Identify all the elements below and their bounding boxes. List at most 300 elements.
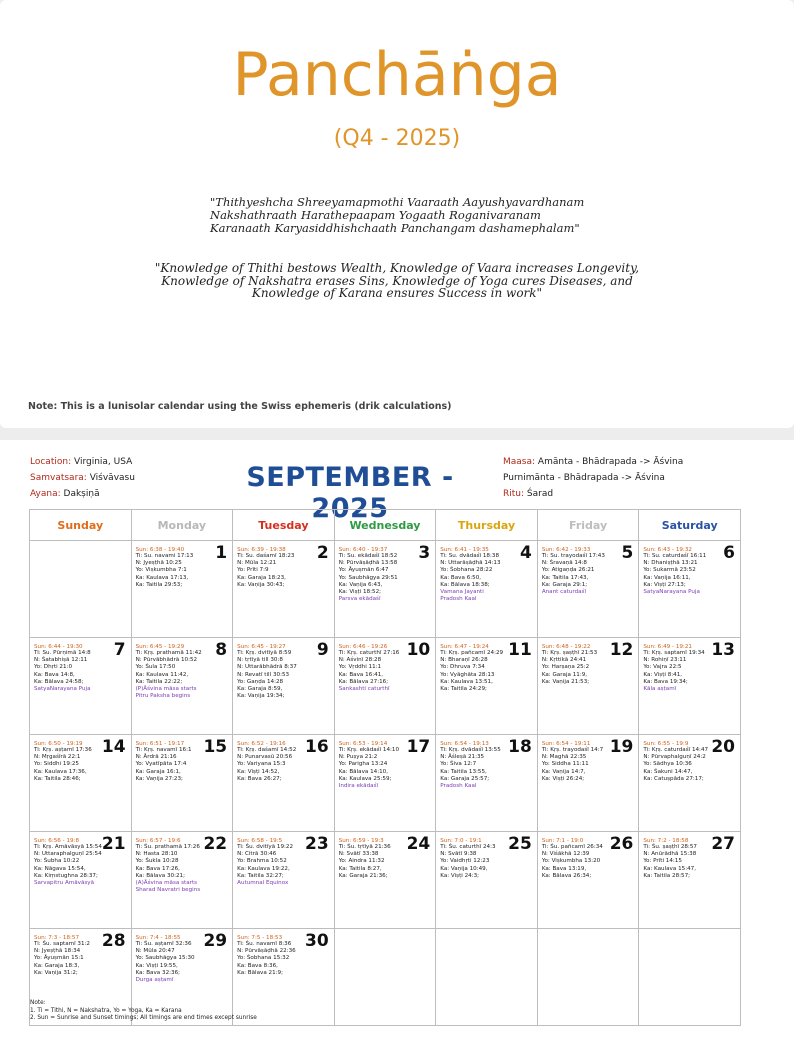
panchang-line: Ka: Viṣṭi 27:13; xyxy=(643,581,686,588)
day-cell xyxy=(233,638,335,735)
panchang-line: N: Punarvasū 20:56 xyxy=(237,754,293,761)
festival-event: Pitru Paksha begins xyxy=(135,693,191,700)
panchang-line: Ka: Viṣṭi 26:24; xyxy=(541,775,585,782)
panchang-line: Yo: Sukarmā 23:52 xyxy=(643,567,696,574)
weekday-friday: Friday xyxy=(537,510,639,541)
panchang-line: Ti: Su. trayodaśī 17:43 xyxy=(541,553,605,559)
panchang-line: Yo: Saubhāgya 15:30 xyxy=(135,955,195,962)
empty-day-cell xyxy=(537,929,639,1026)
panchang-line: Ka: Śakuni 14:47, xyxy=(643,768,693,775)
panchang-line: Ti: Kṛṣ. saptamī 19:34 xyxy=(643,650,705,656)
panchang-line: Ti: Kṛṣ. navamī 16:1 xyxy=(135,747,192,753)
day-number: 18 xyxy=(508,737,532,757)
day-cell xyxy=(639,541,741,638)
sun-times: Sun: 7:3 - 18:57 xyxy=(34,935,80,941)
panchang-line: Yo: Harṣaṇa 25:2 xyxy=(541,664,590,671)
samvatsara-value: Viśvāvasu xyxy=(89,473,135,483)
panchang-line: Ti: Śu. ṣaṣṭhī 28:57 xyxy=(643,844,697,850)
empty-day-cell xyxy=(436,929,538,1026)
panchang-line: N: Dhaniṣṭhā 13:21 xyxy=(643,560,698,567)
sun-times: Sun: 6:58 - 19:5 xyxy=(237,838,283,844)
panchang-line: Ka: Bālava 26:34; xyxy=(541,872,592,879)
sun-times: Sun: 7:5 - 18:53 xyxy=(237,935,283,941)
weekday-thursday: Thursday xyxy=(436,510,538,541)
calendar-page xyxy=(0,440,794,1054)
sanskrit-line: Karanaath Karyasiddhishchaath Panchangam dashamephalam" xyxy=(210,221,580,235)
sun-times: Sun: 6:45 - 19:27 xyxy=(237,644,286,650)
day-number: 2 xyxy=(316,543,329,563)
panchang-line: Ti: Su. Pūrṇimā 14:8 xyxy=(34,650,91,656)
panchang-line: N: Anūrādhā 15:38 xyxy=(643,851,697,858)
weekday-tuesday: Tuesday xyxy=(233,510,335,541)
panchang-line: N: Pūrvaphalguṇī 24:2 xyxy=(643,754,706,761)
location-row xyxy=(30,454,135,470)
panchang-line: N: Revatī till 30:53 xyxy=(237,671,290,678)
sun-times: Sun: 6:55 - 19:9 xyxy=(643,741,689,747)
panchang-line: Yo: Vyāghāta 28:13 xyxy=(440,671,495,678)
day-number: 30 xyxy=(305,931,329,951)
panchang-line: Yo: Vajra 22:5 xyxy=(643,664,682,671)
purnimanta-row: Purnimānta - Bhādrapada -> Āśvina xyxy=(503,473,665,483)
panchang-line: Ka: Garaja 11:9, xyxy=(541,671,588,678)
day-cell xyxy=(233,832,335,929)
location-label: Location: xyxy=(30,457,72,467)
panchang-line: Yo: Gaṇḍa 14:28 xyxy=(237,678,284,685)
festival-event: Kāla aṣṭamī xyxy=(643,686,677,693)
panchang-line: Ka: Vaṇija 30:43; xyxy=(237,581,285,588)
panchang-line: Yo: Aindra 11:32 xyxy=(338,858,385,865)
sun-times: Sun: 6:53 - 19:14 xyxy=(338,741,388,747)
sun-times: Sun: 6:39 - 19:38 xyxy=(237,547,286,553)
sun-times: Sun: 6:51 - 19:17 xyxy=(135,741,185,747)
day-number: 6 xyxy=(723,543,735,563)
panchang-line: N: Śatabhiṣā 12:11 xyxy=(34,657,88,664)
panchang-line: N: Aśvinī 28:28 xyxy=(338,657,382,664)
panchang-line: N: Pūrvāṣāḍhā 22:36 xyxy=(237,948,296,955)
panchang-line: Ka: Taitila 29:53; xyxy=(135,581,183,588)
day-number: 28 xyxy=(101,931,126,951)
festival-event: Sankashti caturthī xyxy=(338,686,390,693)
samvatsara-row xyxy=(30,470,135,486)
day-number: 26 xyxy=(609,834,634,854)
day-cell xyxy=(131,638,233,735)
panchang-line: Ka: Taitila 32:27; xyxy=(237,872,284,879)
day-number: 4 xyxy=(519,543,532,563)
panchang-line: Ka: Bālava 21:9; xyxy=(237,969,283,976)
panchang-line: Ka: Kaulava 11:42, xyxy=(135,671,189,678)
sun-times: Sun: 6:44 - 19:30 xyxy=(34,644,83,650)
panchang-line: Ka: Garaja 18:23, xyxy=(237,574,286,581)
panchang-line: Yo: Prīti 7:9 xyxy=(237,567,269,574)
day-cell xyxy=(436,735,538,832)
cover-subtitle: (Q4 - 2025) xyxy=(333,126,461,151)
sun-times: Sun: 6:47 - 19:24 xyxy=(440,644,489,650)
sanskrit-line: "Thithyeshcha Shreeyamapmothi Vaaraath Aayushyavardhanam xyxy=(210,195,585,209)
calendar-notes xyxy=(30,1000,257,1023)
panchang-line: Yo: Saubhāgya 29:51 xyxy=(338,574,398,581)
weekday-wednesday: Wednesday xyxy=(334,510,436,541)
festival-event: Indira ekādaśī xyxy=(338,783,379,790)
sun-times: Sun: 7:1 - 19:0 xyxy=(541,838,584,844)
calendar-week-row xyxy=(30,735,741,832)
ayana-value: Dakṣiṇā xyxy=(63,489,100,499)
panchang-line: Ka: Kaulava 17:13, xyxy=(135,574,189,581)
festival-event: Pradosh Kaal xyxy=(440,596,477,603)
panchang-line: Ka: Nāgava 15:54, xyxy=(34,865,86,872)
panchang-line: N: Pūrvāṣāḍhā 13:58 xyxy=(338,560,398,567)
samvatsara-label: Samvatsara: xyxy=(30,473,87,483)
panchang-line: Ka: Catuṣpāda 27:17; xyxy=(643,775,704,782)
panchang-line: N: Viśākhā 12:39 xyxy=(541,851,590,858)
cover-note: Note: This is a lunisolar calendar using the Swiss ephemeris (drik calculations) xyxy=(28,401,452,412)
panchang-line: Ti: Kṛṣ. dvitīyā 8:59 xyxy=(237,650,292,656)
panchang-line: N: tṛtīyā till 30:8 xyxy=(237,657,283,664)
panchang-line: Ka: Taitila 28:57; xyxy=(643,872,691,879)
panchang-line: Ka: Taitila 22:22; xyxy=(135,678,183,685)
day-number: 12 xyxy=(609,640,634,660)
panchang-line: N: Hasta 28:10 xyxy=(135,851,178,858)
panchang-line: Ka: Bava 32:36; xyxy=(135,969,181,976)
day-cell xyxy=(436,638,538,735)
sanskrit-verse xyxy=(210,196,590,235)
sun-times: Sun: 6:40 - 19:37 xyxy=(338,547,388,553)
panchang-line: Ti: Kṛṣ. prathamā 11:42 xyxy=(135,650,202,656)
sun-times: Sun: 6:49 - 19:21 xyxy=(643,644,692,650)
festival-event: Sharad Navratri begins xyxy=(135,887,201,894)
panchang-line: N: Mūla 20:47 xyxy=(135,948,175,955)
panchang-line: Ka: Viṣṭi 14:52, xyxy=(237,768,280,775)
panchang-line: Ti: Kṛṣ. pañcamī 24:29 xyxy=(440,650,504,656)
panchang-line: N: Bharaṇī 26:28 xyxy=(440,657,488,664)
day-cell xyxy=(334,735,436,832)
day-cell xyxy=(233,735,335,832)
sun-times: Sun: 6:43 - 19:32 xyxy=(643,547,692,553)
panchang-line: Ka: Taitila 8:27, xyxy=(338,865,382,872)
panchang-line: Ka: Kaulava 19:22, xyxy=(237,865,290,872)
sun-times: Sun: 6:56 - 19:8 xyxy=(34,838,80,844)
panchang-line: Yo: Brahma 10:52 xyxy=(237,858,287,865)
month-title: SEPTEMBER - 2025 xyxy=(246,462,454,524)
panchang-line: Ti: Kṛṣ. Amāvāsyā 15:54 xyxy=(34,844,102,850)
panchang-line: Yo: Viṣkumbha 13:20 xyxy=(541,858,601,865)
panchang-line: Ka: Bava 8:36, xyxy=(237,962,278,969)
sun-times: Sun: 7:0 - 19:1 xyxy=(440,838,482,844)
sun-times: Sun: 7:2 - 18:58 xyxy=(643,838,689,844)
panchang-line: Ka: Taitila 28:46; xyxy=(34,775,81,782)
festival-event: Sarvapitru Amāvāsyā xyxy=(34,880,95,887)
panchang-line: Yo: Parigha 13:24 xyxy=(338,761,388,768)
panchang-line: N: Āśleṣā 21:35 xyxy=(440,754,485,761)
panchang-line: Yo: Āyuṣmān 15:1 xyxy=(34,955,84,962)
day-number: 9 xyxy=(316,640,329,660)
panchang-line: Yo: Siddha 11:11 xyxy=(541,761,589,768)
panchang-line: Ka: Vaṇija 6:43, xyxy=(338,581,383,588)
panchang-line: Ka: Vaṇija 19:34; xyxy=(237,693,285,700)
panchang-line: Ka: Vaṇija 21:53; xyxy=(541,678,590,685)
day-cell xyxy=(537,735,639,832)
panchang-line: Ti: Kṛṣ. ekādaśī 14:10 xyxy=(338,747,400,753)
calendar-week-row xyxy=(30,638,741,735)
panchang-line: Ka: Bālava 14:10, xyxy=(338,768,389,775)
panchang-line: Ti: Kṛṣ. caturthī 27:16 xyxy=(338,650,400,656)
day-number: 11 xyxy=(508,640,532,660)
panchang-line: Ka: Garaja 21:36; xyxy=(338,872,388,879)
ritu-label: Ritu: xyxy=(503,489,525,499)
panchang-line: Ka: Taitila 13:55, xyxy=(440,768,487,775)
panchang-line: Yo: Dhruva 7:34 xyxy=(440,664,485,671)
panchang-line: Ka: Bava 13:19, xyxy=(541,865,587,872)
panchang-line: Ti: Śu. aṣṭamī 32:36 xyxy=(135,941,192,947)
day-number: 23 xyxy=(305,834,329,854)
festival-event: Parsva ekādaśī xyxy=(338,596,381,603)
panchang-line: Ka: Bava 26:27; xyxy=(237,775,282,782)
panchang-line: N: Jyeṣṭhā 18:34 xyxy=(34,948,81,955)
day-cell xyxy=(30,832,132,929)
festival-event: Autumnal Equinox xyxy=(237,880,289,887)
panchang-line: Ka: Garaja 25:57; xyxy=(440,775,490,782)
day-cell xyxy=(334,832,436,929)
sun-times: Sun: 6:50 - 19:19 xyxy=(34,741,83,747)
festival-event: SatyaNarayana Puja xyxy=(34,686,91,693)
day-number: 20 xyxy=(711,737,735,757)
panchang-line: Yo: Śula 17:50 xyxy=(135,664,176,671)
day-cell xyxy=(131,541,233,638)
day-number: 17 xyxy=(406,737,431,757)
panchang-line: Ka: Garaja 18:3, xyxy=(34,962,80,969)
empty-day-cell xyxy=(334,929,436,1026)
panchang-line: Ka: Bālava 24:58; xyxy=(34,678,84,685)
day-number: 1 xyxy=(215,543,228,563)
panchang-line: Ka: Viṣṭi 18:52; xyxy=(338,589,382,596)
day-cell xyxy=(30,735,132,832)
panchang-line: N: Uttarāṣāḍhā 14:13 xyxy=(440,560,501,567)
panchang-line: Ka: Vaṇija 10:49, xyxy=(440,865,488,872)
sanskrit-line: Nakshathraath Harathepaapam Yogaath Roganivaranam xyxy=(210,208,541,222)
panchang-line: Ka: Viṣṭi 19:55, xyxy=(135,962,178,969)
panchang-line: Ka: Viṣṭi 8:41, xyxy=(643,671,683,678)
panchang-line: Yo: Siddhi 19:25 xyxy=(34,761,79,768)
panchang-line: Ka: Garaja 29:1; xyxy=(541,581,588,588)
weekday-saturday: Saturday xyxy=(639,510,741,541)
day-cell xyxy=(131,735,233,832)
festival-event: Vamana Jayanti xyxy=(440,589,484,596)
day-number: 10 xyxy=(406,640,431,660)
panchang-line: Yo: Śobhana 15:32 xyxy=(237,955,290,962)
ayana-label: Ayana: xyxy=(30,489,61,499)
panchang-line: Ka: Bālava 30:21; xyxy=(135,872,185,879)
festival-event: (A)Āśvina māsa starts xyxy=(135,880,198,887)
day-number: 14 xyxy=(101,737,126,757)
festival-event: Pradosh Kaal xyxy=(440,783,477,790)
day-number: 27 xyxy=(711,834,735,854)
english-line: Knowledge of Karana ensures Success in work" xyxy=(251,286,543,300)
panchang-line: Ka: Kaulava 17:36, xyxy=(34,768,87,775)
panchang-line: N: Śravaṇā 14:8 xyxy=(541,560,587,567)
sun-times: Sun: 6:41 - 19:35 xyxy=(440,547,489,553)
weekday-sunday: Sunday xyxy=(30,510,132,541)
panchang-line: N: Uttaraphalguṇī 25:54 xyxy=(34,851,102,858)
panchang-line: Ti: Kṛṣ. dvādaśī 13:55 xyxy=(440,747,501,753)
panchang-line: Yo: Atigaṇḍa 26:21 xyxy=(541,567,595,574)
weekday-header-row xyxy=(30,510,741,541)
day-number: 7 xyxy=(113,640,126,660)
panchang-line: Ti: Kṛṣ. aṣṭamī 17:36 xyxy=(34,747,92,753)
panchang-line: N: Mūla 12:21 xyxy=(237,560,277,567)
panchang-line: Ti: Su. daśamī 18:23 xyxy=(237,553,295,559)
note-line: 2. Sun = Sunrise and Sunset timings; All timings are end times except sunrise xyxy=(30,1015,257,1021)
panchang-line: N: Svātī 33:38 xyxy=(338,851,379,858)
panchang-line: N: Citrā 30:46 xyxy=(237,851,277,858)
day-cell xyxy=(233,541,335,638)
panchang-line: Ti: Su. caturdaśī 16:11 xyxy=(643,553,707,559)
day-cell xyxy=(639,832,741,929)
day-cell xyxy=(436,832,538,929)
panchang-line: Ti: Śu. caturthī 24:3 xyxy=(440,844,496,850)
day-cell xyxy=(30,638,132,735)
panchang-line: Ka: Vaṇija 27:23; xyxy=(135,775,183,782)
day-number: 25 xyxy=(508,834,532,854)
sun-times: Sun: 6:54 - 19:13 xyxy=(440,741,489,747)
panchang-line: Ka: Bava 14:8, xyxy=(34,671,75,678)
sun-times: Sun: 6:46 - 19:26 xyxy=(338,644,388,650)
day-number: 13 xyxy=(711,640,735,660)
ritu-row xyxy=(503,486,683,502)
panchang-line: Yo: Śubha 10:22 xyxy=(34,858,80,865)
panchang-line: Yo: Āyuṣmān 6:47 xyxy=(338,567,389,574)
panchang-line: Yo: Śukla 10:28 xyxy=(135,858,179,865)
day-number: 15 xyxy=(203,737,228,757)
panchang-line: Ti: Su. dvādaśī 18:38 xyxy=(440,553,499,559)
day-cell xyxy=(334,638,436,735)
panchang-line: Ti: Śu. pañcamī 26:34 xyxy=(541,844,603,850)
calendar-body xyxy=(30,541,741,1026)
panchang-line: Ka: Taitila 24:29; xyxy=(440,686,487,693)
day-number: 8 xyxy=(215,640,228,660)
location-value: Virginia, USA xyxy=(73,457,133,467)
day-number: 3 xyxy=(418,543,431,563)
panchang-line: Ka: Garaja 8:59, xyxy=(237,686,283,693)
panchang-line: Ti: Śu. tṛtīyā 21:36 xyxy=(338,844,391,850)
maasa-row xyxy=(503,454,683,470)
panchang-line: N: Kṛttikā 24:41 xyxy=(541,657,587,664)
panchang-line: N: Rohiṇī 23:11 xyxy=(643,657,687,664)
sun-times: Sun: 6:59 - 19:3 xyxy=(338,838,384,844)
day-number: 22 xyxy=(203,834,228,854)
sun-times: Sun: 6:42 - 19:33 xyxy=(541,547,591,553)
panchang-line: N: Ārdrā 21:16 xyxy=(135,754,177,761)
panchang-line: Ka: Vaṇija 31:2; xyxy=(34,969,78,976)
calendar-grid xyxy=(29,509,741,1026)
panchang-line: Ka: Bava 17:26, xyxy=(135,865,180,872)
notes-heading: Note: xyxy=(30,1000,46,1006)
panchang-line: Ka: Kaulava 15:47, xyxy=(643,865,696,872)
english-line: "Knowledge of Thithi bestows Wealth, Knowledge of Vaara increases Longevity, xyxy=(154,261,640,275)
calendar-meta-right xyxy=(503,454,683,502)
panchang-line: Yo: Śiva 12:7 xyxy=(440,761,477,768)
panchang-line: Yo: Variyana 15:3 xyxy=(237,761,286,768)
sun-times: Sun: 6:57 - 19:6 xyxy=(135,838,181,844)
panchang-line: Ka: Vaṇija 14:7, xyxy=(541,768,586,775)
panchang-line: Ti: Śu. navamī 8:36 xyxy=(237,941,292,947)
english-translation xyxy=(150,262,644,300)
panchang-line: Yo: Śobhana 28:22 xyxy=(440,567,493,574)
sun-times: Sun: 6:52 - 19:16 xyxy=(237,741,286,747)
sun-times: Sun: 6:38 - 19:40 xyxy=(135,547,185,553)
panchang-line: Ka: Bālava 18:38; xyxy=(440,581,490,588)
day-cell xyxy=(639,735,741,832)
panchang-line: Ti: Kṛṣ. daśamī 14:52 xyxy=(237,747,297,753)
calendar-meta-left xyxy=(30,454,135,502)
day-cell xyxy=(131,832,233,929)
sun-times: Sun: 6:48 - 19:22 xyxy=(541,644,591,650)
panchang-line: Ka: Bava 16:41, xyxy=(338,671,384,678)
festival-event: SatyaNarayana Puja xyxy=(643,589,700,596)
note-line: 1. Ti = Tithi, N = Nakshatra, Yo = Yoga, Ka = Karana xyxy=(30,1007,182,1014)
day-cell xyxy=(537,541,639,638)
empty-day-cell xyxy=(30,541,132,638)
panchang-line: Ka: Bava 19:34; xyxy=(643,678,688,685)
panchang-line: Ti: Śu. dvitīyā 19:22 xyxy=(237,844,294,850)
calendar-week-row xyxy=(30,832,741,929)
panchang-line: N: Maghā 22:35 xyxy=(541,754,587,761)
panchang-line: Ka: Kaulava 25:59; xyxy=(338,775,392,782)
day-number: 19 xyxy=(609,737,634,757)
sun-times: Sun: 6:54 - 19:11 xyxy=(541,741,591,747)
panchang-line: N: Pūrvābhādrā 10:52 xyxy=(135,657,198,664)
panchang-line: Ka: Kaulava 13:51, xyxy=(440,678,493,685)
ritu-value: Śarad xyxy=(526,489,554,499)
panchang-line: N: Mṛgaśīrā 22:1 xyxy=(34,754,81,761)
cover-title: Panchāṅga xyxy=(232,40,562,110)
panchang-line: Yo: Vyatīpāta 17:4 xyxy=(135,761,187,768)
panchang-line: N: Uttarābhādrā 8:37 xyxy=(237,664,297,671)
day-cell xyxy=(334,541,436,638)
cover-page xyxy=(0,0,794,428)
panchang-line: Yo: Vaidhṛti 12:23 xyxy=(440,858,490,865)
festival-event: Durga aṣṭamī xyxy=(135,977,174,984)
panchang-line: Ka: Kiṃstughna 28:37; xyxy=(34,872,98,879)
day-cell xyxy=(436,541,538,638)
sun-times: Sun: 7:4 - 18:55 xyxy=(135,935,181,941)
day-cell xyxy=(537,638,639,735)
panchang-line: Yo: Prīti 14:15 xyxy=(643,858,682,865)
maasa-value: Amānta - Bhādrapada -> Āśvina xyxy=(537,457,684,467)
panchang-line: Ti: Su. ekādaśī 18:52 xyxy=(338,553,398,559)
day-number: 16 xyxy=(305,737,329,757)
festival-event: Anant caturdaśī xyxy=(541,589,587,596)
panchang-line: Ka: Bava 6:50, xyxy=(440,574,482,581)
day-number: 5 xyxy=(621,543,634,563)
panchang-line: Ti: Su. navami 17:13 xyxy=(135,553,194,559)
calendar-week-row xyxy=(30,541,741,638)
weekday-monday: Monday xyxy=(131,510,233,541)
english-line: Knowledge of Nakshatra erases Sins, Knowledge of Yoga cures Diseases, and xyxy=(161,273,633,288)
panchang-line: Ka: Viṣṭi 24:3; xyxy=(440,872,480,879)
panchang-line: Ka: Taitila 17:43, xyxy=(541,574,589,581)
panchang-line: Ti: Śu. prathamā 17:26 xyxy=(135,844,200,850)
panchang-line: Yo: Sādhya 10:36 xyxy=(643,761,692,768)
day-number: 29 xyxy=(203,931,228,951)
panchang-line: Yo: Viṣkumbha 7:1 xyxy=(135,567,187,574)
panchang-line: N: Puṣya 21:2 xyxy=(338,754,378,761)
panchang-line: Ka: Vaṇija 16:11, xyxy=(643,574,691,581)
panchang-line: Ka: Bālava 27:16; xyxy=(338,678,389,685)
festival-event: (P)Āśvina māsa starts xyxy=(135,686,197,693)
sun-times: Sun: 6:45 - 19:29 xyxy=(135,644,185,650)
maasa-label: Maasa: xyxy=(503,457,536,467)
day-cell xyxy=(537,832,639,929)
ayana-row xyxy=(30,486,135,502)
